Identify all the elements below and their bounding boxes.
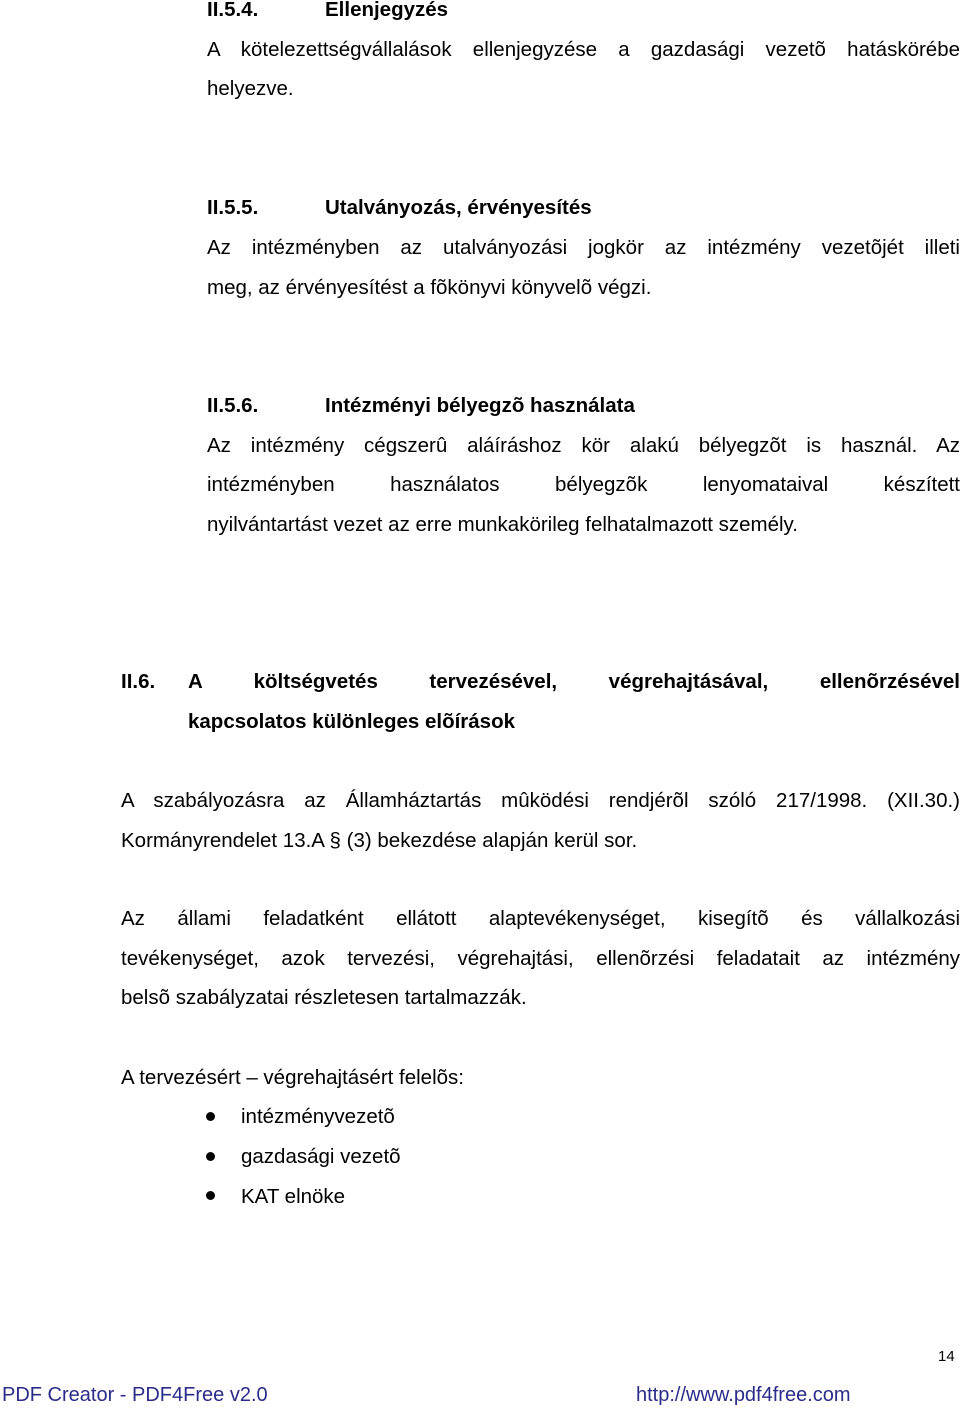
bullet-icon [206,1152,215,1161]
section-title: kapcsolatos különleges elõírások [188,710,515,733]
body-line: Az állami feladatként ellátott alaptevékenységet, kisegítõ és vállalkozási [121,907,960,930]
footer-creator-label: PDF Creator - PDF4Free v2.0 [2,1384,268,1406]
section-number: II.5.5. [207,196,259,219]
section-number: II.6. [121,670,156,693]
list-item: gazdasági vezetõ [241,1145,401,1168]
body-line: A szabályozásra az Államháztartás mûködési rendjérõl szóló 217/1998. (XII.30.) [121,789,960,812]
body-line: meg, az érvényesítést a fõkönyvi könyvelõ végzi. [207,276,652,299]
bullet-icon [206,1191,215,1200]
section-title: A költségvetés tervezésével, végrehajtásával, ellenõrzésével [188,670,960,693]
body-line: tevékenységet, azok tervezési, végrehajtási, ellenõrzési feladatait az intézmény [121,947,960,970]
section-title: Utalványozás, érvényesítés [325,196,592,219]
section-title: Intézményi bélyegzõ használata [325,394,635,417]
body-line: helyezve. [207,77,294,100]
footer-url-link[interactable]: http://www.pdf4free.com [636,1384,851,1406]
body-line: A kötelezettségvállalások ellenjegyzése a gazdasági vezetõ hatáskörébe [207,38,960,61]
body-line: Az intézmény cégszerû aláíráshoz kör alakú bélyegzõt is használ. Az [207,434,960,457]
body-line: Kormányrendelet 13.A § (3) bekezdése alapján kerül sor. [121,829,638,852]
body-line: A tervezésért – végrehajtásért felelõs: [121,1066,464,1089]
section-number: II.5.6. [207,394,259,417]
page-number: 14 [938,1348,955,1365]
body-line: intézményben használatos bélyegzõk lenyomataival készített [207,473,960,496]
bullet-icon [206,1112,215,1121]
section-title: Ellenjegyzés [325,0,449,21]
section-number: II.5.4. [207,0,259,21]
body-line: nyilvántartást vezet az erre munkakörileg felhatalmazott személy. [207,513,798,536]
body-line: belsõ szabályzatai részletesen tartalmazzák. [121,986,527,1009]
body-line: Az intézményben az utalványozási jogkör az intézmény vezetõjét illeti [207,236,960,259]
list-item: KAT elnöke [241,1185,346,1208]
list-item: intézményvezetõ [241,1105,395,1128]
